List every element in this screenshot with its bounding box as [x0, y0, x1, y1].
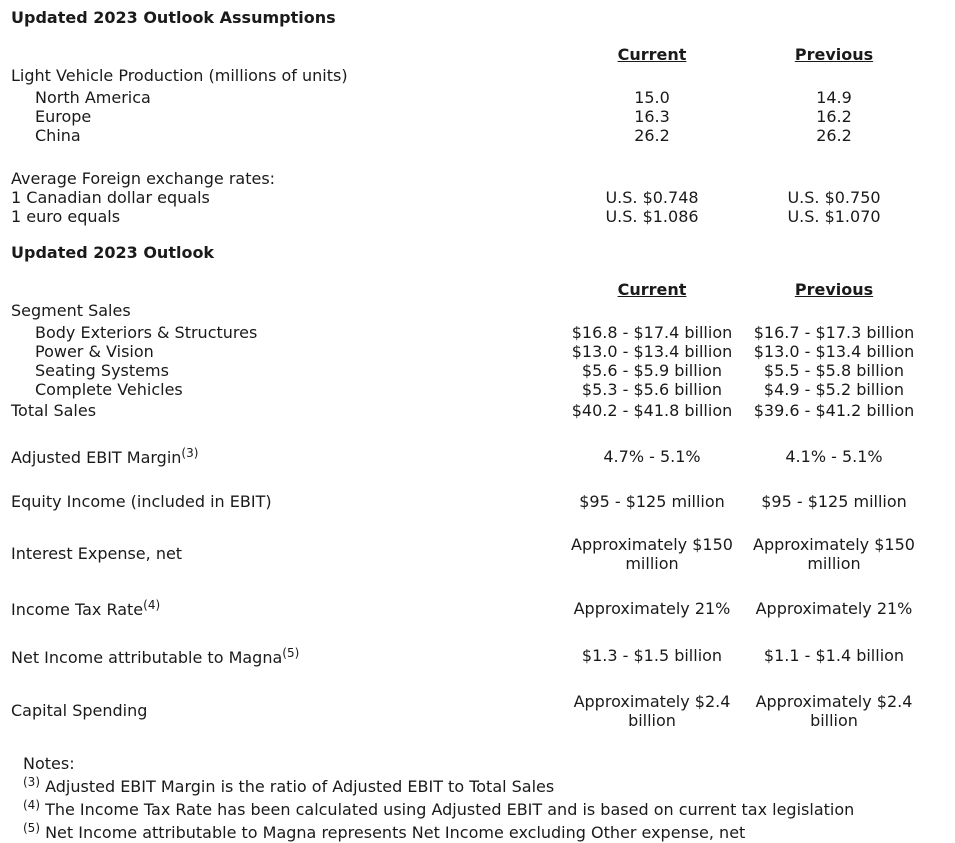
col-current-header: Current: [617, 45, 687, 64]
lvp-row-previous: 16.2: [816, 107, 852, 126]
tax-rate-current: Approximately 21%: [573, 599, 731, 618]
lvp-label: Light Vehicle Production (millions of units): [11, 66, 348, 85]
lvp-row-previous: 26.2: [816, 126, 852, 145]
segment-row-previous: $13.0 - $13.4 billion: [753, 342, 915, 361]
total-sales-label: Total Sales: [11, 401, 97, 420]
tax-rate-previous: Approximately 21%: [755, 599, 913, 618]
lvp-row-label: North America: [35, 88, 151, 107]
col-previous-header: Previous: [794, 45, 874, 64]
interest-expense-previous: Approximately $150 million: [753, 535, 915, 573]
footnote-ref: (5): [282, 646, 300, 660]
segment-row-label: Seating Systems: [35, 361, 169, 380]
footnote-ref: (4): [23, 798, 40, 812]
interest-expense-current: Approximately $150 million: [571, 535, 733, 573]
segment-row-current: $16.8 - $17.4 billion: [571, 323, 733, 342]
lvp-row-previous: 14.9: [816, 88, 852, 107]
total-sales-previous: $39.6 - $41.2 billion: [753, 401, 915, 420]
segment-row-current: $5.6 - $5.9 billion: [581, 361, 723, 380]
footnote-ref: (3): [181, 446, 199, 460]
footnote-ref: (4): [143, 598, 161, 612]
segment-row-current: $13.0 - $13.4 billion: [571, 342, 733, 361]
ebit-margin-previous: 4.1% - 5.1%: [785, 447, 883, 466]
capital-spending-previous: Approximately $2.4 billion: [755, 692, 913, 730]
segment-sales-label: Segment Sales: [11, 301, 131, 320]
note-item: $^{(5)}$ Net Income attributable to Magna represents Net Income excluding Other expense, net: [23, 821, 746, 842]
segment-row-label: Body Exteriors & Structures: [35, 323, 258, 342]
lvp-row-label: Europe: [35, 107, 92, 126]
equity-income-label: Equity Income (included in EBIT): [11, 492, 272, 511]
fx-row-current: U.S. $0.748: [605, 188, 699, 207]
fx-label: Average Foreign exchange rates:: [11, 169, 276, 188]
col-current-header: Current: [617, 280, 687, 299]
lvp-row-current: 15.0: [634, 88, 670, 107]
footnote-ref: (3): [23, 775, 40, 789]
net-income-previous: $1.1 - $1.4 billion: [763, 646, 905, 665]
fx-row-previous: U.S. $0.750: [787, 188, 881, 207]
segment-row-previous: $5.5 - $5.8 billion: [763, 361, 905, 380]
fx-row-label: 1 euro equals: [11, 207, 121, 226]
lvp-row-label: China: [35, 126, 81, 145]
lvp-row-current: 16.3: [634, 107, 670, 126]
col-previous-header: Previous: [794, 280, 874, 299]
notes-title: Notes:: [23, 754, 75, 773]
equity-income-previous: $95 - $125 million: [761, 492, 907, 511]
net-income-label: Net Income attributable to Magna$^{(5)}$: [11, 646, 300, 667]
lvp-row-current: 26.2: [634, 126, 670, 145]
segment-row-current: $5.3 - $5.6 billion: [581, 380, 723, 399]
note-item: $^{(3)}$ Adjusted EBIT Margin is the ratio of Adjusted EBIT to Total Sales: [23, 775, 555, 796]
equity-income-current: $95 - $125 million: [579, 492, 725, 511]
tax-rate-label: Income Tax Rate$^{(4)}$: [11, 598, 161, 619]
footnote-ref: (5): [23, 821, 40, 835]
interest-expense-label: Interest Expense, net: [11, 544, 183, 563]
ebit-margin-current: 4.7% - 5.1%: [603, 447, 701, 466]
net-income-current: $1.3 - $1.5 billion: [581, 646, 723, 665]
capital-spending-current: Approximately $2.4 billion: [573, 692, 731, 730]
section1-title: Updated 2023 Outlook Assumptions: [11, 8, 336, 27]
fx-row-current: U.S. $1.086: [605, 207, 699, 226]
segment-row-previous: $4.9 - $5.2 billion: [763, 380, 905, 399]
ebit-margin-label: Adjusted EBIT Margin$^{(3)}$: [11, 446, 199, 467]
fx-row-label: 1 Canadian dollar equals: [11, 188, 210, 207]
note-item: $^{(4)}$ The Income Tax Rate has been calculated using Adjusted EBIT and is based on current tax legislation: [23, 798, 855, 819]
segment-row-label: Complete Vehicles: [35, 380, 183, 399]
segment-row-previous: $16.7 - $17.3 billion: [753, 323, 915, 342]
capital-spending-label: Capital Spending: [11, 701, 148, 720]
section2-title: Updated 2023 Outlook: [11, 243, 215, 262]
fx-row-previous: U.S. $1.070: [787, 207, 881, 226]
total-sales-current: $40.2 - $41.8 billion: [571, 401, 733, 420]
segment-row-label: Power & Vision: [35, 342, 154, 361]
